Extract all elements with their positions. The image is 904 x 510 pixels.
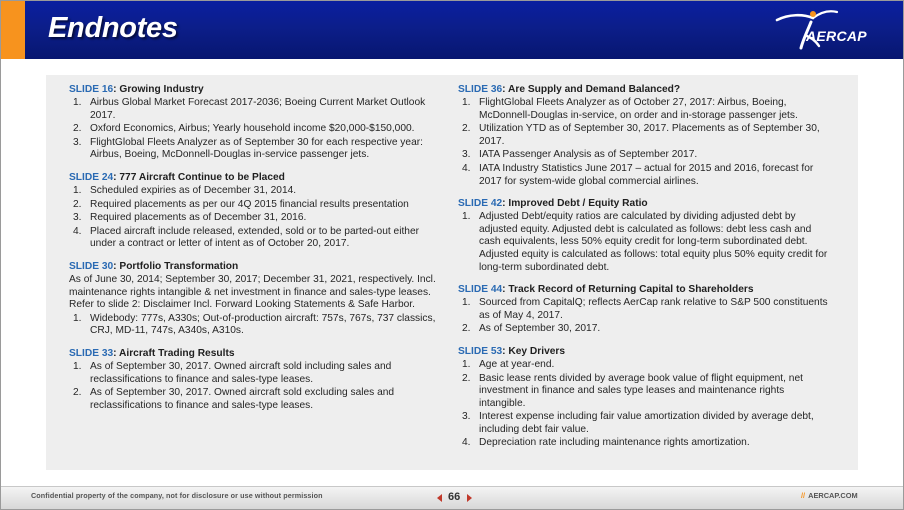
item-text: Adjusted Debt/equity ratios are calculated by dividing adjusted debt by adjusted equity. Adjusted debt is calculated as follows: debt less cash and cash equivalents, less 50% equity credit for long-term subordinated debt. Adjusted equity is calculated as follows: total equity plus 50% equity credit for long-term subordinated debt. <box>479 211 828 273</box>
section-heading <box>458 197 828 210</box>
endnote-item <box>458 323 828 336</box>
endnote-section <box>69 83 439 162</box>
section-heading <box>69 83 439 96</box>
endnote-list <box>69 313 439 338</box>
section-title: : 777 Aircraft Continue to be Placed <box>113 171 285 183</box>
page-title: Endnotes <box>48 12 178 44</box>
endnote-item <box>69 137 439 162</box>
item-text: Airbus Global Market Forecast 2017-2036; Boeing Current Market Outlook 2017. <box>90 97 426 121</box>
endnote-item <box>69 97 439 122</box>
slide-reference: SLIDE 36 <box>458 84 503 95</box>
next-page-arrow-icon[interactable] <box>467 494 472 502</box>
endnote-item <box>458 297 828 322</box>
section-title: : Aircraft Trading Results <box>113 347 235 359</box>
endnote-section <box>458 197 828 274</box>
section-title: : Portfolio Transformation <box>113 260 239 272</box>
item-number: 3. <box>462 149 471 161</box>
item-number: 2. <box>73 198 82 210</box>
endnote-item <box>458 163 828 188</box>
item-text: Basic lease rents divided by average book value of flight equipment, net investment in finance and sales type leases and maintenance rights intangible. <box>479 372 803 409</box>
endnote-item <box>458 373 828 411</box>
item-number: 1. <box>462 358 471 370</box>
endnote-section <box>458 345 828 450</box>
endnote-item <box>69 313 439 338</box>
item-number: 1. <box>462 97 471 108</box>
website-link[interactable] <box>801 491 858 500</box>
section-title: : Track Record of Returning Capital to Shareholders <box>502 284 754 296</box>
section-heading <box>458 345 828 358</box>
item-text: IATA Passenger Analysis as of September 2017. <box>479 149 698 161</box>
endnote-list <box>458 359 828 450</box>
item-text: Sourced from CapitalQ; reflects AerCap rank relative to S&P 500 constituents as of May 4, 2017. <box>479 297 828 321</box>
endnote-item <box>69 185 439 198</box>
item-text: Oxford Economics, Airbus; Yearly household income $20,000-$150,000. <box>90 123 415 135</box>
slide-reference: SLIDE 16 <box>69 84 114 95</box>
item-number: 1. <box>73 97 82 108</box>
right-column <box>458 83 828 459</box>
endnote-item <box>458 149 828 162</box>
item-number: 2. <box>73 123 82 135</box>
endnote-list <box>458 211 828 274</box>
endnote-section <box>458 283 828 336</box>
item-number: 4. <box>73 225 82 237</box>
item-text: Required placements as of December 31, 2016. <box>90 212 307 224</box>
item-text: Depreciation rate including maintenance rights amortization. <box>479 437 750 449</box>
endnote-section <box>69 347 439 412</box>
endnote-item <box>458 359 828 372</box>
section-title: : Key Drivers <box>502 345 566 357</box>
endnote-section <box>458 83 828 188</box>
item-text: As of September 30, 2017. Owned aircraft sold including sales and reclassifications to finance and sales-type leases. <box>90 360 392 385</box>
item-number: 2. <box>73 387 82 399</box>
endnote-item <box>69 226 439 251</box>
section-title: : Improved Debt / Equity Ratio <box>502 198 648 210</box>
section-heading <box>458 83 828 96</box>
endnote-section <box>69 260 439 338</box>
item-number: 3. <box>73 212 82 224</box>
endnote-item <box>69 123 439 136</box>
endnote-list <box>458 297 828 336</box>
endnote-item <box>458 411 828 436</box>
endnote-item <box>69 199 439 212</box>
item-number: 3. <box>462 411 471 423</box>
section-heading <box>69 347 439 360</box>
item-number: 2. <box>462 372 471 384</box>
section-title: : Are Supply and Demand Balanced? <box>502 84 681 95</box>
item-number: 1. <box>73 360 82 372</box>
section-heading <box>69 260 439 273</box>
item-text: Required placements as per our 4Q 2015 financial results presentation <box>90 198 409 210</box>
item-text: Placed aircraft include released, extended, sold or to be parted-out either under a contract or letter of intent as of October 20, 2017. <box>90 225 420 250</box>
item-number: 1. <box>462 211 471 223</box>
section-title: : Growing Industry <box>113 84 204 95</box>
item-number: 4. <box>462 162 471 174</box>
confidentiality-notice: Confidential property of the company, not for disclosure or use without permission <box>31 491 323 500</box>
endnote-list <box>69 97 439 162</box>
item-number: 2. <box>462 323 471 335</box>
item-text: Interest expense including fair value amortization divided by average debt, including debt fair value. <box>479 411 814 435</box>
website-prefix: // <box>801 491 806 500</box>
endnotes-panel <box>46 75 858 470</box>
slide-reference: SLIDE 33 <box>69 347 114 359</box>
section-intro: As of June 30, 2014; September 30, 2017; December 31, 2021, respectively. Incl. maintenance rights intangible & net investment in finance and sales-type leases. Refer to slide 2: Disclaimer Incl. Forward Looking Statements & Safe Harbor. <box>69 273 436 311</box>
section-heading <box>69 171 439 184</box>
previous-page-arrow-icon[interactable] <box>437 494 442 502</box>
website-url: AERCAP.COM <box>808 491 858 500</box>
item-number: 1. <box>73 312 82 324</box>
slide-reference: SLIDE 44 <box>458 284 503 296</box>
endnote-list <box>69 185 439 251</box>
page-number: 66 <box>448 491 461 503</box>
endnote-item <box>458 97 828 122</box>
item-text: Scheduled expiries as of December 31, 2014. <box>90 184 297 196</box>
item-text: FlightGlobal Fleets Analyzer as of October 27, 2017: Airbus, Boeing, McDonnell-Douglas in-service, on order and in-storage passenger jets. <box>479 97 798 121</box>
logo-wordmark: AERCAP <box>806 28 867 44</box>
item-number: 4. <box>462 437 471 449</box>
endnote-section <box>69 171 439 251</box>
item-text: Widebody: 777s, A330s; Out-of-production aircraft: 757s, 767s, 737 classics, CRJ, MD-11, 747s, A340s, A310s. <box>90 312 436 337</box>
slide-reference: SLIDE 30 <box>69 260 114 272</box>
item-number: 1. <box>73 184 82 196</box>
slide-reference: SLIDE 24 <box>69 171 114 183</box>
endnote-list <box>458 97 828 188</box>
header-accent-stripe <box>1 1 25 59</box>
endnote-item <box>458 437 828 450</box>
endnote-item <box>458 123 828 148</box>
endnote-item <box>69 387 439 412</box>
section-heading <box>458 283 828 296</box>
item-text: As of September 30, 2017. <box>479 323 601 335</box>
item-number: 3. <box>73 136 82 148</box>
item-number: 1. <box>462 297 471 309</box>
endnote-item <box>69 212 439 225</box>
item-number: 2. <box>462 123 471 135</box>
slide-reference: SLIDE 42 <box>458 198 503 210</box>
left-column <box>69 83 439 421</box>
endnote-item <box>69 361 439 386</box>
endnote-list <box>69 361 439 412</box>
item-text: As of September 30, 2017. Owned aircraft sold excluding sales and reclassifications to finance and sales-type leases. <box>90 387 395 411</box>
item-text: Utilization YTD as of September 30, 2017. Placements as of September 30, 2017. <box>479 123 820 147</box>
endnote-item <box>458 211 828 274</box>
slide-reference: SLIDE 53 <box>458 345 503 357</box>
item-text: Age at year-end. <box>479 358 555 370</box>
item-text: IATA Industry Statistics June 2017 – actual for 2015 and 2016, forecast for 2017 for system-wide global commercial airlines. <box>479 162 814 187</box>
item-text: FlightGlobal Fleets Analyzer as of September 30 for each respective year: Airbus, Boeing, McDonnell-Douglas in-service passenger jets. <box>90 136 423 161</box>
